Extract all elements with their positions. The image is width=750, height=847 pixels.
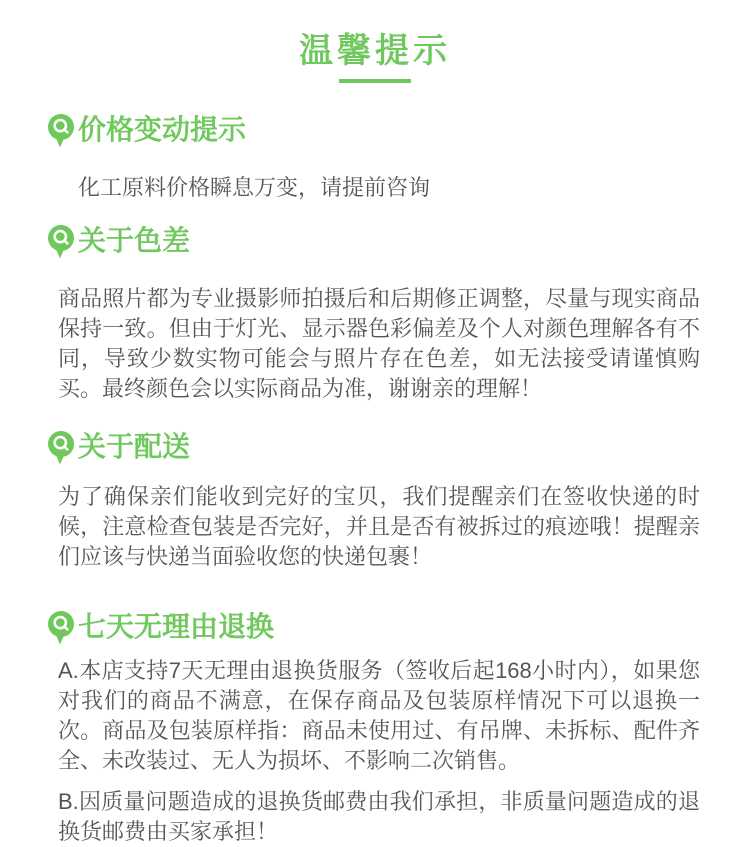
section-price-notice [0,113,750,203]
section-color-difference [0,224,750,404]
section-heading: 关于配送 [78,431,191,462]
section-shipping [0,430,750,572]
paragraph-b: B.因质量问题造成的退换货邮费由我们承担，非质量问题造成的退换货邮费由买家承担！ [58,789,700,844]
section-header [0,430,750,465]
balloon-magnifier-icon [48,431,74,465]
balloon-magnifier-icon [48,225,74,259]
paragraph-a: A.本店支持7天无理由退换货服务（签收后起168小时内），如果您对我们的商品不满意，在保存商品及包装原样情况下可以退换一次。商品及包装原样指：商品未使用过、有吊牌、未拆标、配件齐全、未改装过、无人为损坏、不影响二次销售。 [58,658,700,773]
page-title: 温馨提示 [299,32,451,70]
section-header [0,113,750,148]
section-header [0,610,750,645]
section-seven-day-return [0,610,750,847]
paragraph: 为了确保亲们能收到完好的宝贝，我们提醒亲们在签收快递的时候，注意检查包装是否完好，并且是否有被拆过的痕迹哦！提醒亲们应该与快递当面验收您的快递包裹！ [58,484,700,569]
section-body [0,656,750,847]
balloon-magnifier-icon [48,114,74,148]
section-body [0,284,750,404]
title-underline [339,79,411,83]
section-heading: 七天无理由退换 [78,611,275,642]
paragraph: 商品照片都为专业摄影师拍摄后和后期修正调整，尽量与现实商品保持一致。但由于灯光、显示器色彩偏差及个人对颜色理解各有不同，导致少数实物可能会与照片存在色差，如无法接受请谨慎购买。最终颜色会以实际商品为准，谢谢亲的理解！ [58,286,700,401]
section-heading: 价格变动提示 [78,114,247,145]
section-header [0,224,750,259]
section-body [0,173,750,203]
paragraph: 化工原料价格瞬息万变，请提前咨询 [78,175,431,200]
section-body [0,482,750,572]
section-heading: 关于色差 [78,225,191,256]
balloon-magnifier-icon [48,611,74,645]
